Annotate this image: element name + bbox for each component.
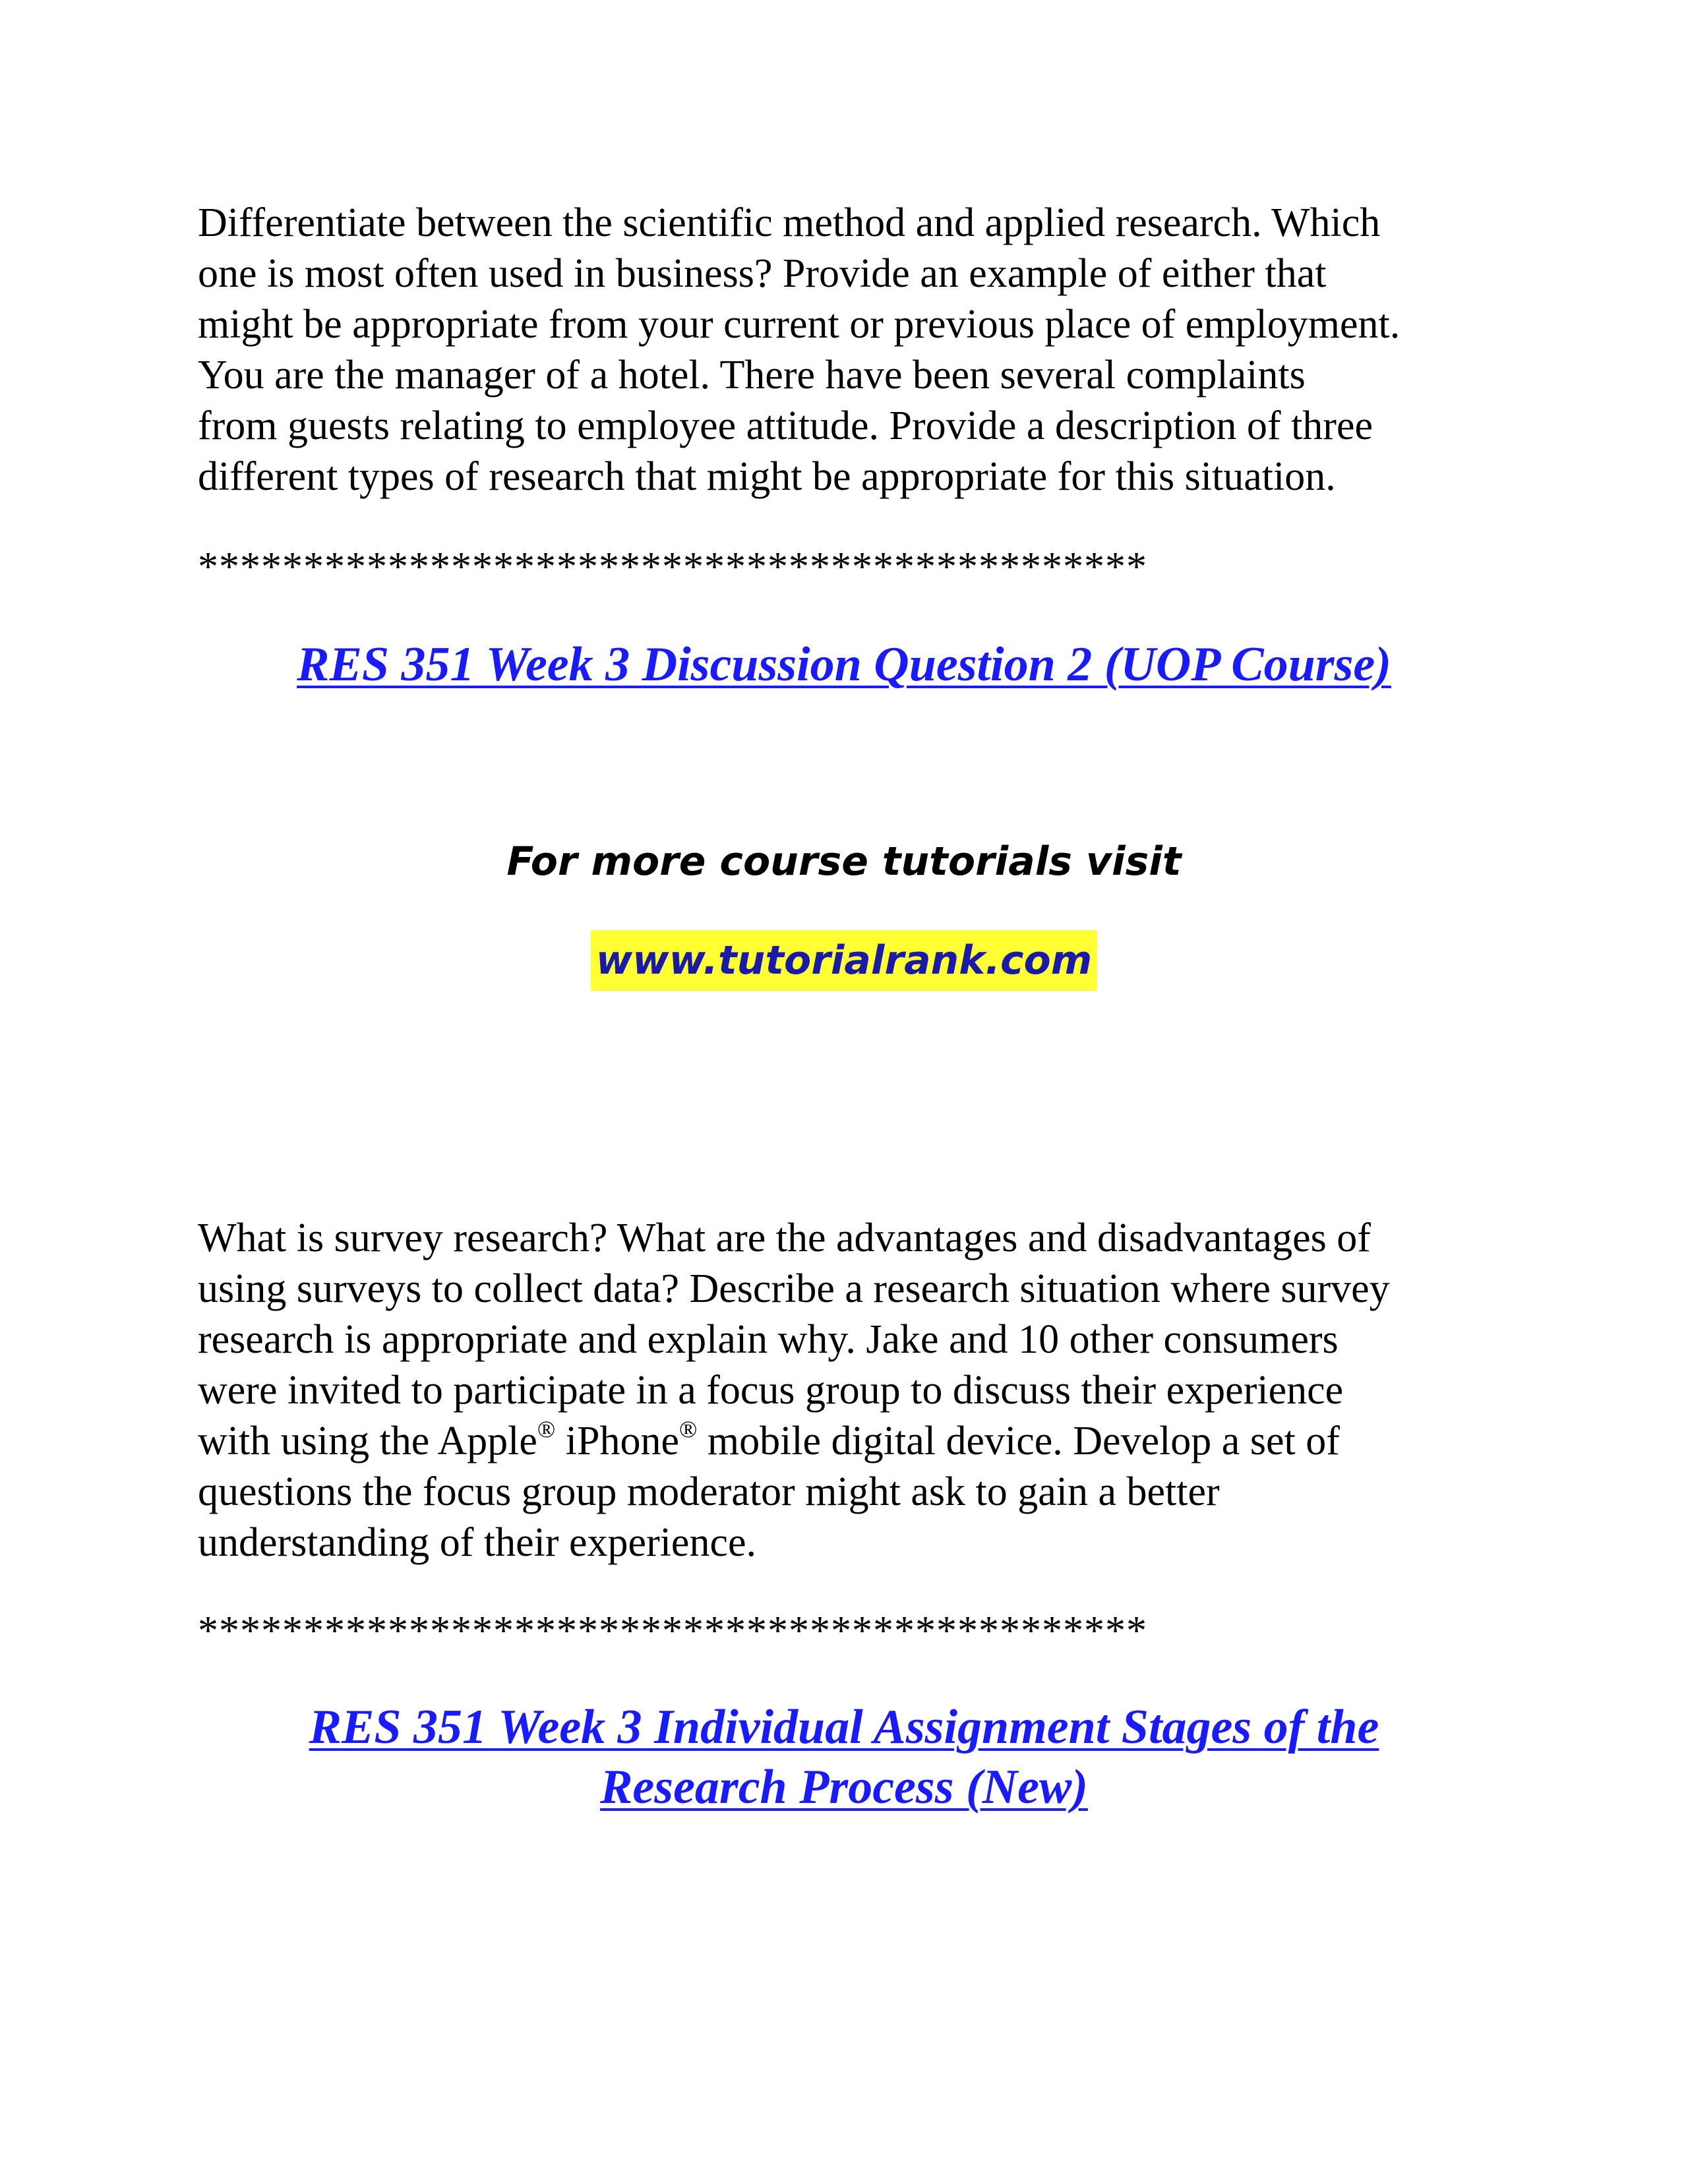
question-paragraph-1 bbox=[198, 198, 1569, 502]
paragraph-line: might be appropriate from your current or previous place of employment. bbox=[198, 302, 1401, 347]
line-segment: iPhone bbox=[555, 1419, 680, 1463]
promo-url-wrapper bbox=[0, 930, 1688, 991]
paragraph-line: What is survey research? What are the advantages and disadvantages of bbox=[198, 1216, 1371, 1260]
course-link-line: RES 351 Week 3 Discussion Question 2 (UOP Course) bbox=[297, 637, 1391, 692]
paragraph-line: research is appropriate and explain why. Jake and 10 other consumers bbox=[198, 1317, 1339, 1362]
separator-stars-2: ********************************************* bbox=[198, 1608, 1147, 1653]
paragraph-line: one is most often used in business? Provide an example of either that bbox=[198, 251, 1327, 296]
paragraph-line: questions the focus group moderator might ask to gain a better bbox=[198, 1469, 1220, 1514]
promo-url-link[interactable]: www.tutorialrank.com bbox=[591, 930, 1098, 991]
course-link-discussion-question[interactable] bbox=[0, 635, 1688, 695]
separator-stars-1: ********************************************* bbox=[198, 545, 1147, 589]
course-link-line: Research Process (New) bbox=[600, 1760, 1088, 1814]
question-paragraph-2 bbox=[198, 1213, 1569, 1568]
line-segment: mobile digital device. Develop a set of bbox=[697, 1419, 1340, 1463]
registered-mark: ® bbox=[679, 1416, 698, 1442]
paragraph-line bbox=[198, 1416, 1569, 1467]
paragraph-line: were invited to participate in a focus group to discuss their experience bbox=[198, 1368, 1344, 1413]
paragraph-line: You are the manager of a hotel. There have been several complaints bbox=[198, 353, 1306, 398]
paragraph-line: understanding of their experience. bbox=[198, 1520, 756, 1565]
course-link-line: RES 351 Week 3 Individual Assignment Stages of the bbox=[309, 1700, 1379, 1754]
promo-text: For more course tutorials visit bbox=[506, 839, 1182, 885]
course-link-individual-assignment[interactable] bbox=[0, 1697, 1688, 1817]
paragraph-line: Differentiate between the scientific method and applied research. Which bbox=[198, 200, 1381, 245]
registered-mark: ® bbox=[537, 1416, 556, 1442]
paragraph-line: different types of research that might be appropriate for this situation. bbox=[198, 454, 1336, 499]
paragraph-line: from guests relating to employee attitude. Provide a description of three bbox=[198, 403, 1373, 448]
paragraph-line: using surveys to collect data? Describe a research situation where survey bbox=[198, 1266, 1390, 1311]
line-segment: with using the Apple bbox=[198, 1419, 537, 1463]
